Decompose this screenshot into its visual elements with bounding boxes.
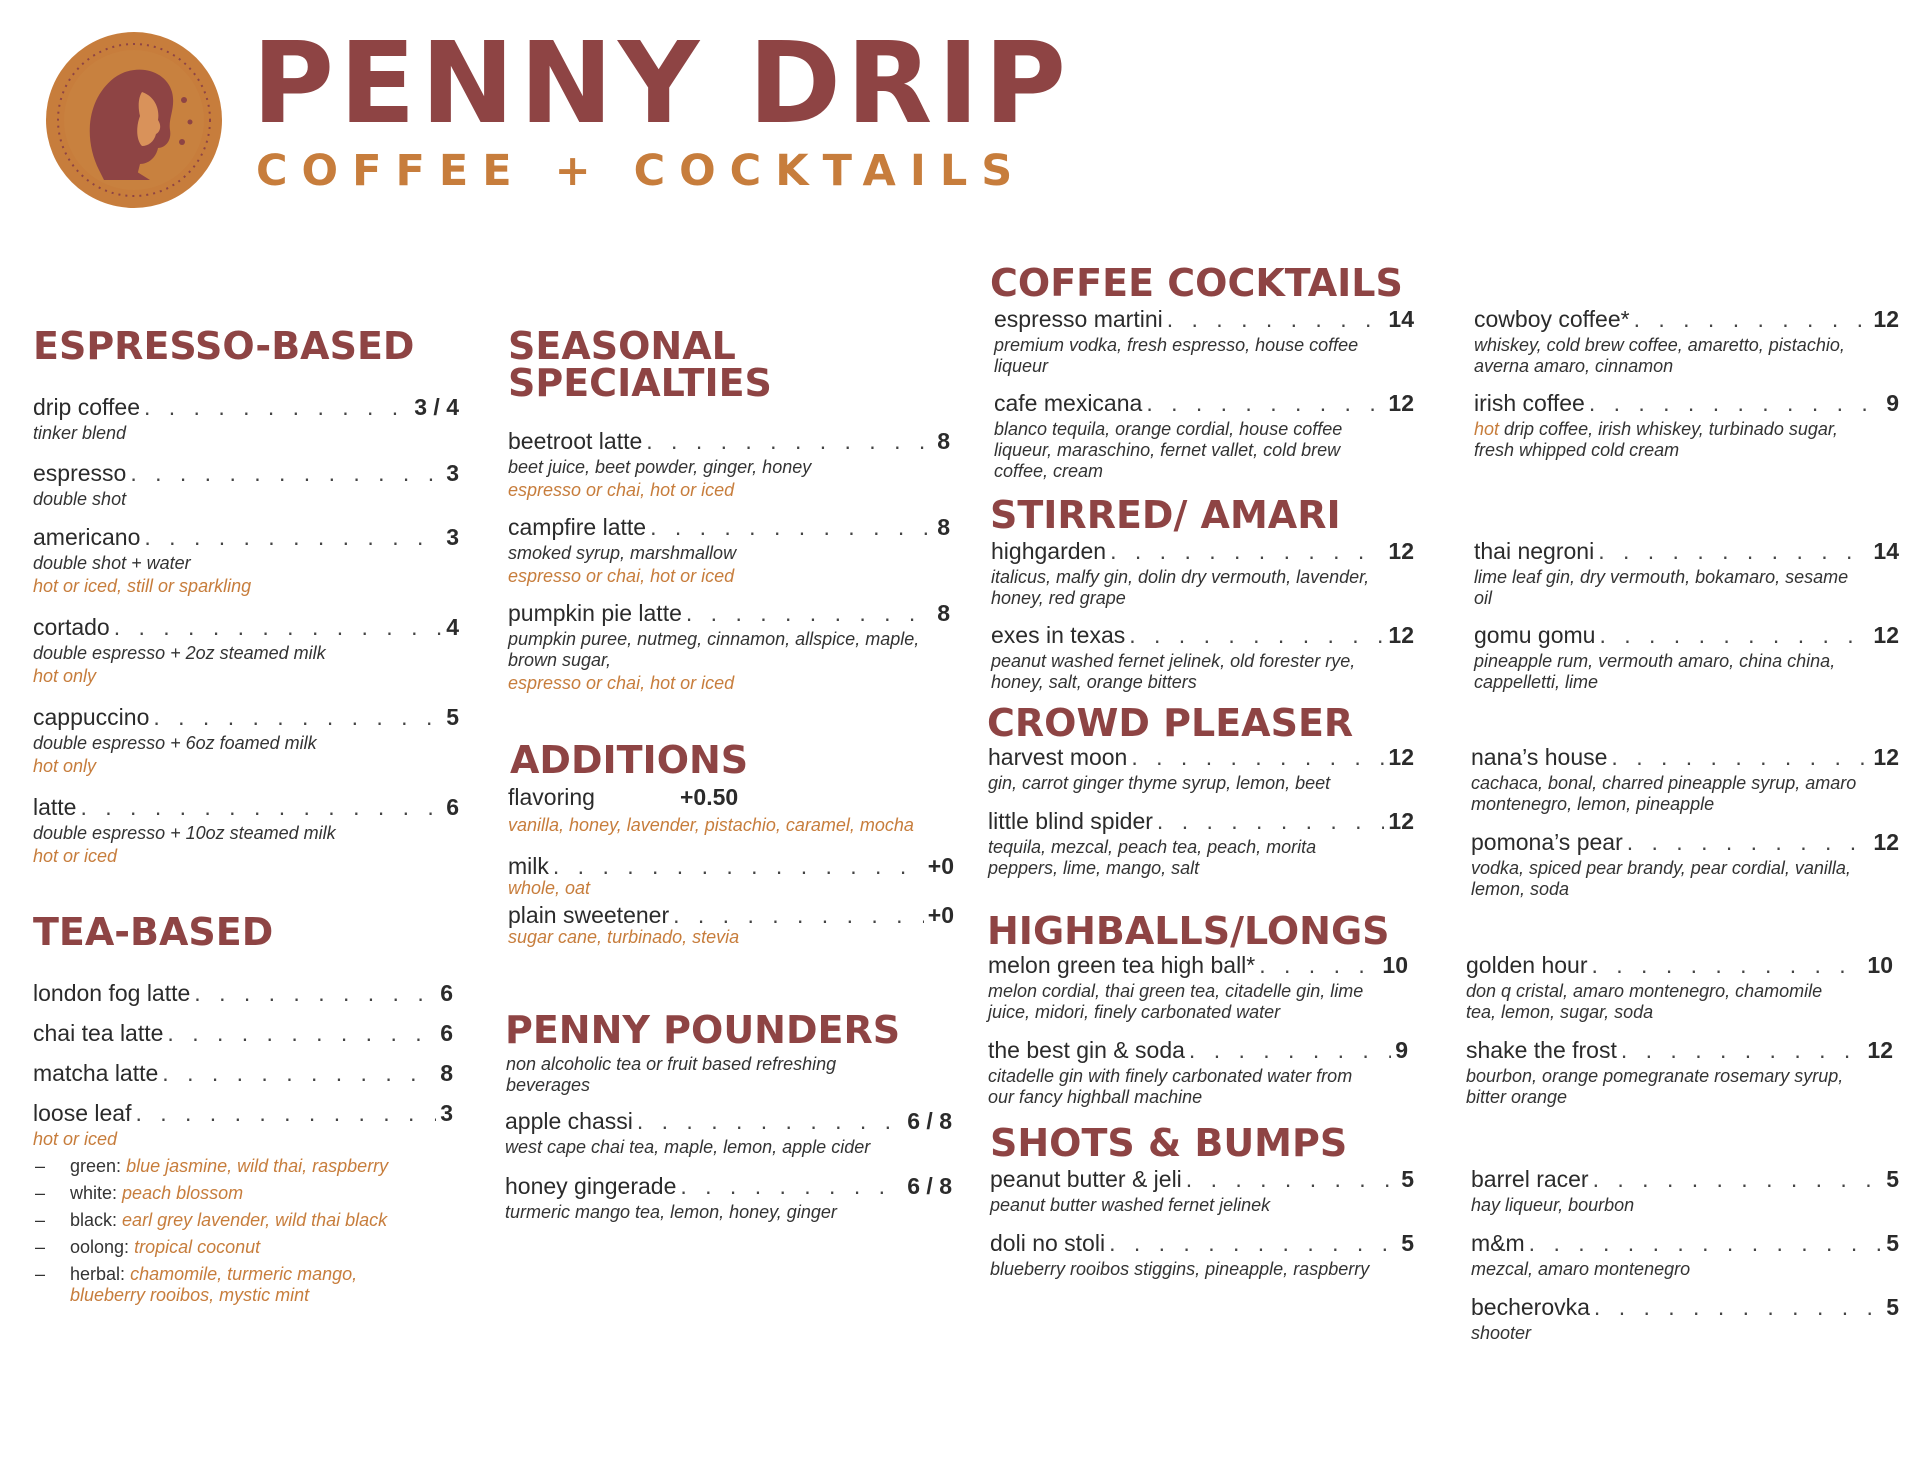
tea-type: white: xyxy=(70,1183,118,1203)
item-description-continued: liqueur, maraschino, fernet vallet, cold brew xyxy=(994,440,1341,460)
item-options: hot or iced xyxy=(33,846,118,866)
dot-leader xyxy=(1589,390,1882,417)
item-price: 3 xyxy=(446,524,459,550)
dash: – xyxy=(35,1156,46,1176)
espresso-section-title: ESPRESSO-BASED xyxy=(33,324,415,368)
item-description-continued: bitter orange xyxy=(1466,1087,1568,1107)
item-description: hay liqueur, bourbon xyxy=(1471,1195,1635,1215)
brand-name: PENNY DRIP xyxy=(252,19,1072,149)
item-name: thai negroni xyxy=(1474,538,1595,564)
dot-leader xyxy=(162,1060,436,1087)
menu-item xyxy=(1471,829,1899,900)
menu-item xyxy=(508,514,950,587)
dash: – xyxy=(35,1210,46,1230)
item-name: irish coffee xyxy=(1474,390,1585,416)
dash: – xyxy=(35,1183,46,1203)
item-description: don q cristal, amaro montenegro, chamomile xyxy=(1466,981,1823,1001)
item-price: 12 xyxy=(1873,744,1899,770)
item-price: 6 xyxy=(446,794,459,820)
item-name: melon green tea high ball* xyxy=(988,952,1256,978)
dot-leader xyxy=(114,614,442,641)
dot-leader xyxy=(680,1173,903,1200)
menu-item xyxy=(1466,1037,1893,1108)
item-description-continued: averna amaro, cinnamon xyxy=(1474,356,1674,376)
item-name: becherovka xyxy=(1471,1294,1590,1320)
tea-values: peach blossom xyxy=(122,1183,244,1203)
menu-item xyxy=(1474,622,1899,693)
item-name: cowboy coffee* xyxy=(1474,306,1630,332)
dot-leader xyxy=(1593,1166,1883,1193)
item-price: +0 xyxy=(927,853,954,879)
item-price: 12 xyxy=(1873,622,1899,648)
item-price: 3 xyxy=(446,460,459,486)
menu-item xyxy=(33,1020,453,1047)
tea-type: oolong: xyxy=(70,1237,130,1257)
menu-item xyxy=(1471,1230,1899,1280)
item-price: +0 xyxy=(927,902,954,928)
item-description-continued: tea, lemon, sugar, soda xyxy=(1466,1002,1654,1022)
item-description-continued: oil xyxy=(1474,588,1493,608)
item-price: 10 xyxy=(1382,952,1408,978)
item-description: cachaca, bonal, charred pineapple syrup, amaro xyxy=(1471,773,1857,793)
menu-item xyxy=(508,600,950,694)
dot-leader xyxy=(646,428,933,455)
pounders-subtitle-line2: beverages xyxy=(506,1075,591,1095)
item-description: pumpkin puree, nutmeg, cinnamon, allspice, maple, xyxy=(508,629,920,649)
menu-item xyxy=(1471,744,1899,815)
item-description-continued: brown sugar, xyxy=(508,650,612,670)
item-description: blanco tequila, orange cordial, house coffee xyxy=(994,419,1343,439)
menu-item xyxy=(990,1166,1414,1216)
item-description: peanut butter washed fernet jelinek xyxy=(990,1195,1271,1215)
item-name: pomona’s pear xyxy=(1471,829,1623,855)
item-name: cafe mexicana xyxy=(994,390,1143,416)
item-name: harvest moon xyxy=(988,744,1128,770)
item-name: exes in texas xyxy=(991,622,1126,648)
menu-item xyxy=(33,460,459,510)
dot-leader xyxy=(1167,306,1385,333)
dot-leader xyxy=(1529,1230,1883,1257)
shots-section-title: SHOTS & BUMPS xyxy=(990,1121,1348,1165)
menu-item xyxy=(1474,306,1899,377)
dot-leader xyxy=(1592,952,1864,979)
menu-item xyxy=(33,980,453,1007)
item-price: 8 xyxy=(937,428,950,454)
dot-leader xyxy=(1189,1037,1391,1064)
item-name: highgarden xyxy=(991,538,1107,564)
tea-values: chamomile, turmeric mango, xyxy=(130,1264,358,1284)
item-name: americano xyxy=(33,524,141,550)
item-price: 14 xyxy=(1873,538,1899,564)
item-name: beetroot latte xyxy=(508,428,643,454)
menu-item xyxy=(988,952,1408,1023)
item-name: cappuccino xyxy=(33,704,150,730)
item-price: 12 xyxy=(1388,744,1414,770)
item-price: 14 xyxy=(1388,306,1414,332)
menu-item xyxy=(988,808,1414,879)
item-price: 6 xyxy=(440,980,453,1006)
item-options: hot only xyxy=(33,666,97,686)
item-name: milk xyxy=(508,853,549,879)
item-price: 12 xyxy=(1867,1037,1893,1063)
item-description: west cape chai tea, maple, lemon, apple cider xyxy=(505,1137,871,1157)
item-name: shake the frost xyxy=(1466,1037,1617,1063)
item-description: drip coffee, irish whiskey, turbinado sugar, xyxy=(1499,419,1838,439)
dot-leader xyxy=(144,524,442,551)
item-price: 6 xyxy=(440,1020,453,1046)
menu-item xyxy=(505,1173,952,1223)
item-description: shooter xyxy=(1471,1323,1532,1343)
addition-item xyxy=(508,902,954,948)
item-price: 9 xyxy=(1886,390,1899,416)
item-name: m&m xyxy=(1471,1230,1525,1256)
item-description: double shot xyxy=(33,489,127,509)
highballs-section-title: HIGHBALLS/LONGS xyxy=(987,909,1390,953)
dot-leader xyxy=(1131,744,1384,771)
dash: – xyxy=(35,1237,46,1257)
item-description: bourbon, orange pomegranate rosemary syrup, xyxy=(1466,1066,1844,1086)
item-name: london fog latte xyxy=(33,980,191,1006)
item-price: 10 xyxy=(1867,952,1893,978)
item-name: gomu gomu xyxy=(1474,622,1596,648)
dot-leader xyxy=(1627,829,1870,856)
dot-leader xyxy=(153,704,442,731)
dot-leader xyxy=(135,1100,436,1127)
item-price: 12 xyxy=(1388,622,1414,648)
item-description-continued: honey, salt, orange bitters xyxy=(991,672,1197,692)
item-description: tinker blend xyxy=(33,423,127,443)
item-name: chai tea latte xyxy=(33,1020,164,1046)
item-name: campfire latte xyxy=(508,514,647,540)
item-description: whiskey, cold brew coffee, amaretto, pistachio, xyxy=(1474,335,1845,355)
menu-item xyxy=(33,394,459,444)
item-price: 8 xyxy=(440,1060,453,1086)
menu-item xyxy=(1471,1294,1899,1344)
item-name: golden hour xyxy=(1466,952,1588,978)
tea-type: black: xyxy=(70,1210,118,1230)
tea-values: tropical coconut xyxy=(134,1237,261,1257)
item-name: plain sweetener xyxy=(508,902,670,928)
item-description: double espresso + 2oz steamed milk xyxy=(33,643,326,663)
item-description: peanut washed fernet jelinek, old forester rye, xyxy=(991,651,1356,671)
seasonal-section-title-line2: SPECIALTIES xyxy=(508,361,772,405)
item-options: whole, oat xyxy=(508,878,591,898)
tea-section-title: TEA-BASED xyxy=(33,910,274,954)
stirred-section-title: STIRRED/ AMARI xyxy=(990,493,1341,537)
item-price: 12 xyxy=(1388,390,1414,416)
dot-leader xyxy=(1611,744,1869,771)
menu-item xyxy=(1474,538,1899,609)
dot-leader xyxy=(1186,1166,1397,1193)
item-description: citadelle gin with finely carbonated water from xyxy=(988,1066,1353,1086)
additions-section-title: ADDITIONS xyxy=(510,738,749,782)
item-options: sugar cane, turbinado, stevia xyxy=(508,927,740,947)
menu-item xyxy=(1471,1166,1899,1216)
dot-leader xyxy=(650,514,933,541)
item-description: double shot + water xyxy=(33,553,191,573)
item-price: 12 xyxy=(1873,306,1899,332)
menu-item xyxy=(991,622,1414,693)
menu-item xyxy=(505,1108,952,1158)
dot-leader xyxy=(80,794,442,821)
item-description: gin, carrot ginger thyme syrup, lemon, beet xyxy=(988,773,1331,793)
item-name: nana’s house xyxy=(1471,744,1608,770)
dot-leader xyxy=(1146,390,1384,417)
item-options: espresso or chai, hot or iced xyxy=(508,673,735,693)
menu-item xyxy=(991,538,1414,609)
item-name: peanut butter & jeli xyxy=(990,1166,1182,1192)
dot-leader xyxy=(1634,306,1870,333)
item-price: +0.50 xyxy=(680,784,739,810)
item-price: 5 xyxy=(1886,1294,1899,1320)
item-description-continued: montenegro, lemon, pineapple xyxy=(1471,794,1715,814)
item-name: flavoring xyxy=(508,784,595,810)
menu-item xyxy=(994,390,1414,482)
menu-item xyxy=(33,794,459,867)
menu-item xyxy=(994,306,1414,377)
item-price: 12 xyxy=(1388,538,1414,564)
item-description-continued: honey, red grape xyxy=(991,588,1126,608)
item-name: loose leaf xyxy=(33,1100,132,1126)
dot-leader xyxy=(1621,1037,1864,1064)
item-options: espresso or chai, hot or iced xyxy=(508,566,735,586)
item-description-continued: liqueur xyxy=(994,356,1049,376)
addition-item xyxy=(508,784,958,836)
item-price: 12 xyxy=(1873,829,1899,855)
dot-leader xyxy=(1110,538,1384,565)
item-options: hot or iced, still or sparkling xyxy=(33,576,252,596)
tea-type: green: xyxy=(70,1156,122,1176)
tea-values: blue jasmine, wild thai, raspberry xyxy=(126,1156,389,1176)
item-price: 5 xyxy=(1886,1166,1899,1192)
item-options: hot only xyxy=(33,756,97,776)
item-options: hot or iced xyxy=(33,1129,118,1149)
penny-drip-logo xyxy=(44,30,224,210)
dash: – xyxy=(35,1264,46,1284)
item-name: the best gin & soda xyxy=(988,1037,1185,1063)
dot-leader xyxy=(637,1108,903,1135)
item-description: double espresso + 6oz foamed milk xyxy=(33,733,317,753)
dot-leader xyxy=(144,394,410,421)
menu-item xyxy=(33,614,459,687)
item-price: 8 xyxy=(937,600,950,626)
dot-leader xyxy=(1157,808,1384,835)
dot-leader xyxy=(673,902,924,929)
item-price: 6 / 8 xyxy=(907,1173,952,1199)
tea-values-continued: blueberry rooibos, mystic mint xyxy=(70,1285,310,1305)
item-name: pumpkin pie latte xyxy=(508,600,682,626)
item-name: apple chassi xyxy=(505,1108,633,1134)
item-options: espresso or chai, hot or iced xyxy=(508,480,735,500)
item-price: 6 / 8 xyxy=(907,1108,952,1134)
dot-leader xyxy=(194,980,436,1007)
item-price: 12 xyxy=(1388,808,1414,834)
item-description: smoked syrup, marshmallow xyxy=(508,543,737,563)
item-description: italicus, malfy gin, dolin dry vermouth, lavender, xyxy=(991,567,1370,587)
item-description-continued: fresh whipped cold cream xyxy=(1474,440,1680,460)
menu-item xyxy=(33,1060,453,1087)
item-price: 9 xyxy=(1395,1037,1408,1063)
item-options: vanilla, honey, lavender, pistachio, caramel, mocha xyxy=(508,815,914,835)
item-description: beet juice, beet powder, ginger, honey xyxy=(508,457,812,477)
item-price: 3 / 4 xyxy=(414,394,459,420)
menu-item xyxy=(508,428,950,501)
coffee-cocktails-section-title: COFFEE COCKTAILS xyxy=(990,261,1403,305)
menu-item xyxy=(1466,952,1893,1023)
item-price: 5 xyxy=(1886,1230,1899,1256)
item-description: melon cordial, thai green tea, citadelle gin, lime xyxy=(988,981,1364,1001)
item-name: barrel racer xyxy=(1471,1166,1589,1192)
item-description: blueberry rooibos stiggins, pineapple, raspberry xyxy=(990,1259,1370,1279)
dot-leader xyxy=(1259,952,1378,979)
item-price: 5 xyxy=(446,704,459,730)
menu-item xyxy=(33,1100,453,1150)
dot-leader xyxy=(1599,622,1869,649)
menu-item xyxy=(988,744,1414,794)
dot-leader xyxy=(553,853,924,880)
dot-leader xyxy=(167,1020,436,1047)
item-name: drip coffee xyxy=(33,394,140,420)
item-description: vodka, spiced pear brandy, pear cordial, vanilla, xyxy=(1471,858,1851,878)
menu-item xyxy=(1474,390,1899,461)
item-description-continued: coffee, cream xyxy=(994,461,1104,481)
item-name: little blind spider xyxy=(988,808,1153,834)
item-description-continued: cappelletti, lime xyxy=(1474,672,1599,692)
item-name: cortado xyxy=(33,614,110,640)
item-description: turmeric mango tea, lemon, honey, ginger xyxy=(505,1202,837,1222)
brand-tagline: COFFEE + COCKTAILS xyxy=(256,146,1027,196)
item-description-continued: peppers, lime, mango, salt xyxy=(988,858,1200,878)
item-price: 8 xyxy=(937,514,950,540)
menu-item xyxy=(990,1230,1414,1280)
addition-item xyxy=(508,853,954,899)
item-name: latte xyxy=(33,794,77,820)
item-description-continued: juice, midori, finely carbonated water xyxy=(988,1002,1281,1022)
item-price: 5 xyxy=(1401,1230,1414,1256)
dot-leader xyxy=(1594,1294,1882,1321)
item-description-continued: our fancy highball machine xyxy=(988,1087,1203,1107)
item-name: matcha latte xyxy=(33,1060,159,1086)
dot-leader xyxy=(686,600,933,627)
item-description-continued: lemon, soda xyxy=(1471,879,1570,899)
tea-type: herbal: xyxy=(70,1264,126,1284)
item-price: 5 xyxy=(1401,1166,1414,1192)
dot-leader xyxy=(130,460,442,487)
item-description: double espresso + 10oz steamed milk xyxy=(33,823,336,843)
item-description: tequila, mezcal, peach tea, peach, morita xyxy=(988,837,1317,857)
item-name: doli no stoli xyxy=(990,1230,1106,1256)
item-description: lime leaf gin, dry vermouth, bokamaro, sesame xyxy=(1474,567,1849,587)
dot-leader xyxy=(1109,1230,1397,1257)
menu-item xyxy=(33,524,459,597)
item-highlight: hot xyxy=(1474,419,1500,439)
item-description: mezcal, amaro montenegro xyxy=(1471,1259,1691,1279)
menu-item xyxy=(988,1037,1408,1108)
menu-item xyxy=(33,704,459,777)
item-description: premium vodka, fresh espresso, house coffee xyxy=(994,335,1359,355)
item-name: espresso martini xyxy=(994,306,1163,332)
item-description: pineapple rum, vermouth amaro, china china, xyxy=(1474,651,1836,671)
pounders-subtitle: non alcoholic tea or fruit based refreshing xyxy=(506,1054,837,1074)
item-price: 4 xyxy=(446,614,459,640)
dot-leader xyxy=(1129,622,1384,649)
crowd-section-title: CROWD PLEASER xyxy=(987,701,1354,745)
item-name: honey gingerade xyxy=(505,1173,677,1199)
item-price: 3 xyxy=(440,1100,453,1126)
dot-leader xyxy=(1598,538,1869,565)
item-name: espresso xyxy=(33,460,127,486)
pounders-section-title: PENNY POUNDERS xyxy=(505,1008,901,1052)
seasonal-section-title: SEASONAL xyxy=(508,324,736,368)
tea-values: earl grey lavender, wild thai black xyxy=(122,1210,388,1230)
